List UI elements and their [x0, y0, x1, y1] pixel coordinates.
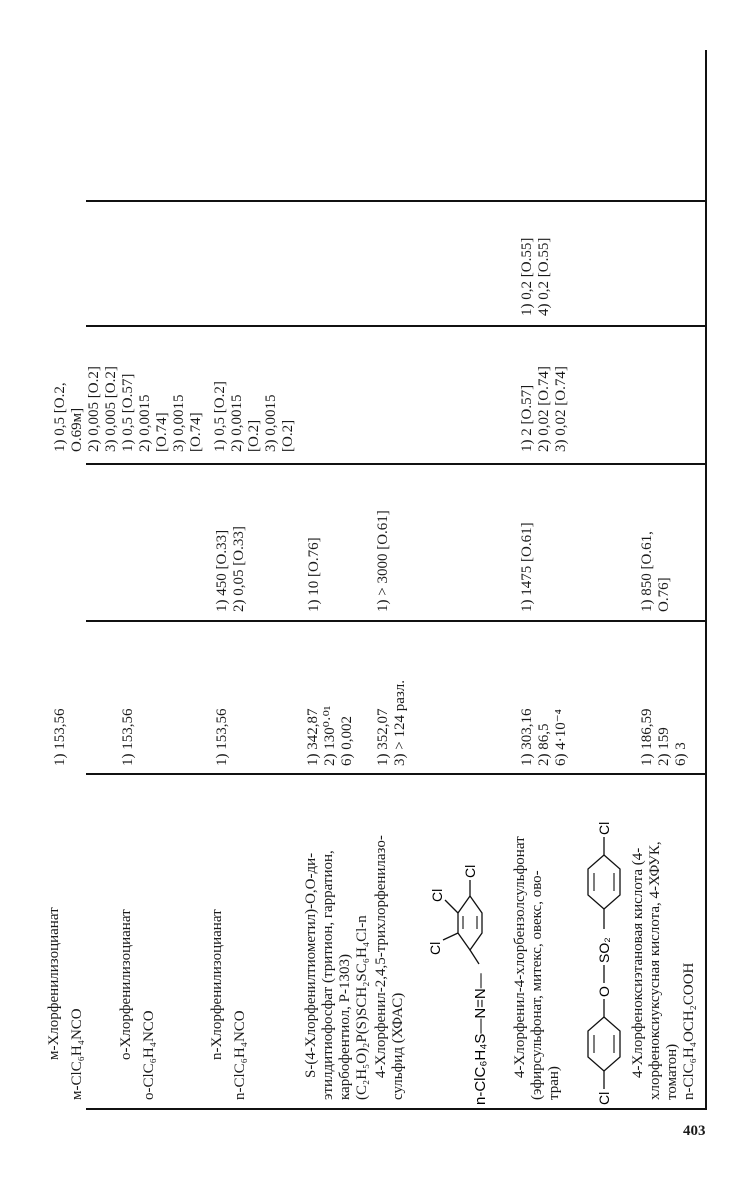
sulfonate-ring-1 — [588, 1017, 620, 1071]
row-6-other-line-2: 4) 0,2 [O.55] — [536, 237, 552, 316]
azo-cl-1: Cl — [427, 941, 443, 955]
row-7-props-line-1: 1) 186,59 — [639, 708, 655, 766]
row-5-props — [375, 680, 409, 766]
row-3-limits-line-2: 2) 0,0015 — [229, 394, 245, 452]
row-2-limits-line-1: 1) 0,5 [O.57] — [120, 373, 136, 452]
row-3-props — [214, 709, 231, 767]
row-2-limits-line-4: 3) 0,0015 — [171, 394, 187, 452]
row-1-name-line-1: м-Хлорфенилизоцианат — [46, 907, 62, 1060]
row-6-props-line-1: 1) 303,16 — [519, 708, 535, 766]
rule-right-edge — [705, 50, 707, 1110]
azo-cl-3: Cl — [462, 864, 478, 878]
row-2-limits-line-3: [O.74] — [154, 412, 170, 452]
row-4-props-line-1: 1) 342,87 — [305, 708, 321, 766]
row-3-limits — [212, 381, 297, 452]
row-3-name-line-2: n-ClC₆H₄NCO — [232, 1010, 248, 1100]
azo-bond-cl-top — [443, 933, 458, 940]
rule-col-last — [86, 200, 706, 202]
row-1-limits-line-1: 1) 0,5 [O.2, — [52, 382, 68, 452]
azo-structure — [415, 820, 510, 1105]
row-3-name — [209, 909, 249, 1100]
row-7-tox-line-2: O.76] — [656, 577, 672, 612]
row-7-props-line-3: 6) 3 — [673, 742, 689, 766]
azo-benzene-ring — [458, 896, 482, 950]
row-6-limits-line-2: 2) 0,02 [O.74] — [536, 366, 552, 452]
row-5-props-line-1: 1) 352,07 — [375, 708, 391, 766]
sulfonate-cl-left: Cl — [596, 1091, 612, 1105]
row-3-limits-line-5: [O.2] — [280, 419, 296, 452]
row-5-tox-line-1: 1) > 3000 [O.61] — [375, 510, 391, 612]
row-5-name-line-2: сульфид (ХФАС) — [390, 992, 406, 1100]
row-6-other-line-1: 1) 0,2 [O.55] — [519, 237, 535, 316]
sulfonate-cl-right: Cl — [596, 821, 612, 835]
row-7-tox-line-1: 1) 850 [O.61, — [639, 531, 655, 612]
row-3-tox — [214, 526, 248, 612]
row-1-limits-line-2: O.69м] — [69, 407, 85, 452]
row-7-props — [639, 709, 690, 767]
rule-col-limits — [86, 463, 706, 465]
row-6-name-line-3: тран) — [546, 1066, 562, 1100]
row-2-name-line-2: о-ClC₆H₄NCO — [141, 1010, 157, 1100]
row-6-name-line-2: (эфирсульфонат, митекс, овекс, ово- — [529, 870, 545, 1100]
row-4-props — [305, 706, 356, 766]
row-1-props — [52, 709, 69, 767]
row-2-limits-line-5: [O.74] — [188, 412, 204, 452]
row-4-props-line-2: 2) 130⁰·⁰¹ — [322, 705, 338, 766]
row-6-props-line-2: 2) 86,5 — [536, 723, 552, 766]
row-6-name — [512, 836, 563, 1100]
row-1-limits-line-4: 3) 0,005 [O.2] — [103, 366, 119, 452]
row-7-props-line-2: 2) 159 — [656, 727, 672, 766]
row-2-limits-line-2: 2) 0,0015 — [137, 394, 153, 452]
sulfonate-o: O — [596, 986, 612, 997]
row-3-tox-line-2: 2) 0,05 [O.33] — [231, 526, 247, 612]
row-4-props-line-3: 6) 0,002 — [339, 716, 355, 766]
page-number: 403 — [683, 1123, 706, 1139]
row-5-name — [373, 835, 407, 1100]
row-4-name — [303, 850, 371, 1100]
row-2-props — [120, 709, 137, 767]
row-7-tox — [639, 531, 673, 612]
row-3-props-line-1: 1) 153,56 — [214, 708, 230, 766]
rule-bottom — [86, 1108, 706, 1110]
row-3-limits-line-1: 1) 0,5 [O.2] — [212, 381, 228, 452]
row-4-name-line-2: этилдитиофосфат (тритион, гарратион, — [320, 850, 336, 1100]
sulfonate-ring-2 — [588, 855, 620, 909]
azo-bond-to-ring — [470, 950, 479, 964]
row-4-name-line-3: карбофентиол, Р-1303) — [337, 954, 353, 1100]
row-4-tox — [306, 537, 323, 612]
row-4-name-line-1: S-(4-Хлорфенилтиометил)-O,O-ди- — [303, 852, 319, 1078]
row-7-name-line-2: хлорфеноксиуксусная кислота, 4-ХФУК, — [647, 841, 663, 1100]
row-3-limits-line-3: [O.2] — [246, 419, 262, 452]
row-3-tox-line-1: 1) 450 [O.33] — [214, 529, 230, 612]
row-7-name-line-3: томатон) — [664, 1043, 680, 1100]
row-4-tox-line-1: 1) 10 [O.76] — [306, 537, 322, 612]
row-1-name-line-2: м-ClC₆H₄NCO — [69, 1008, 85, 1100]
row-2-name — [118, 909, 158, 1100]
row-6-limits-line-3: 3) 0,02 [O.74] — [553, 366, 569, 452]
azo-bond-cl-right1 — [445, 900, 458, 913]
row-4-name-line-4: (C₂H₅O)₂P(S)SCH₂SC₆H₄Cl-n — [354, 915, 370, 1100]
row-6-props — [519, 709, 570, 767]
row-7-name — [630, 841, 698, 1100]
rule-col-other — [86, 325, 706, 327]
row-6-other — [519, 238, 553, 316]
row-6-tox-line-1: 1) 1475 [O.61] — [519, 522, 535, 612]
row-5-tox — [375, 510, 392, 612]
azo-cl-2: Cl — [429, 888, 445, 902]
row-1-name — [46, 907, 86, 1100]
row-3-limits-line-4: 3) 0,0015 — [263, 394, 279, 452]
sulfonate-structure — [572, 745, 632, 1105]
row-1-limits-line-3: 2) 0,005 [O.2] — [86, 366, 102, 452]
row-1-limits — [52, 366, 120, 452]
row-1-props-line-1: 1) 153,56 — [52, 708, 68, 766]
row-2-name-line-1: о-Хлорфенилизоцианат — [118, 909, 134, 1060]
row-3-name-line-1: n-Хлорфенилизоцианат — [209, 909, 225, 1060]
row-6-limits-line-1: 1) 2 [O.57] — [519, 384, 535, 452]
rule-col-tox — [86, 620, 706, 622]
row-6-limits — [519, 366, 570, 452]
row-6-tox — [519, 522, 536, 612]
row-5-name-line-1: 4-Хлорфенил-2,4,5-трихлорфенилазо- — [373, 835, 389, 1078]
row-7-name-line-4: n-ClC₆H₄OCH₂COOH — [681, 962, 697, 1100]
sulfonate-so2: SO₂ — [596, 937, 612, 963]
row-2-limits — [120, 374, 205, 452]
row-6-props-line-3: 6) 4·10⁻⁴ — [553, 709, 569, 766]
row-5-props-line-2: 3) > 124 разл. — [392, 679, 408, 766]
azo-formula-text: n-ClC₆H₄S—N=N— — [472, 973, 489, 1105]
row-6-name-line-1: 4-Хлорфенил-4-хлорбензолсульфонат — [512, 836, 528, 1078]
row-7-name-line-1: 4-Хлорфеноксиэтановая кислота (4- — [630, 847, 646, 1078]
row-2-props-line-1: 1) 153,56 — [120, 708, 136, 766]
